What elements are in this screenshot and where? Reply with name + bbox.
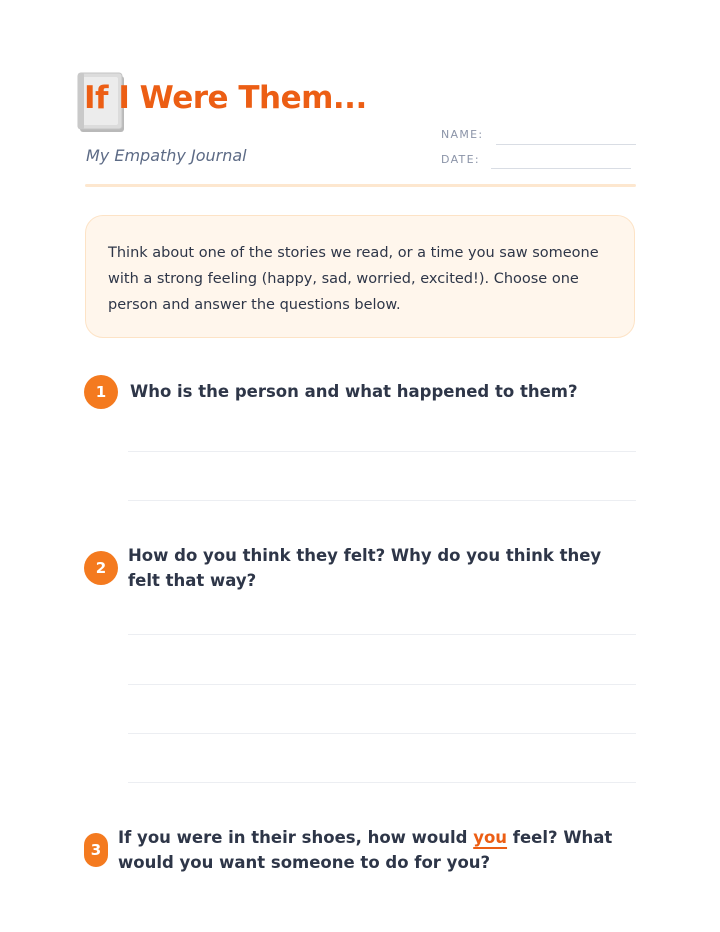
question-number-badge: 2: [84, 551, 118, 585]
question-3-text: [118, 825, 638, 875]
question-number-badge: 3: [84, 833, 108, 867]
page-title: If I Were Them...: [84, 80, 367, 116]
question-3-text-start: If you were in their shoes, how would: [118, 828, 474, 847]
question-3-text-end: feel? What would you want someone to do for you?: [118, 828, 613, 872]
answer-line[interactable]: [128, 634, 636, 635]
answer-line[interactable]: [128, 684, 636, 685]
question-2-text: How do you think they felt? Why do you think they felt that way?: [128, 546, 602, 590]
page-subtitle: My Empathy Journal: [86, 146, 247, 165]
answer-line[interactable]: [128, 782, 636, 783]
answer-line[interactable]: [128, 500, 636, 501]
date-label: DATE:: [441, 153, 480, 166]
emphasis-you: you: [473, 828, 508, 847]
name-field[interactable]: [496, 144, 636, 145]
name-label: NAME:: [441, 128, 484, 141]
answer-line[interactable]: [128, 451, 636, 452]
question-1-text: Who is the person and what happened to them?: [130, 382, 578, 401]
question-number-badge: 1: [84, 375, 118, 409]
instructions-box: [85, 215, 635, 338]
header-divider: [85, 184, 636, 187]
answer-line[interactable]: [128, 733, 636, 734]
date-field[interactable]: [491, 168, 631, 169]
instructions-text: Think about one of the stories we read, or a time you saw someone with a strong feeling (happy, sad, worried, excited!). Choose one person and answer the questions below.: [108, 245, 599, 313]
